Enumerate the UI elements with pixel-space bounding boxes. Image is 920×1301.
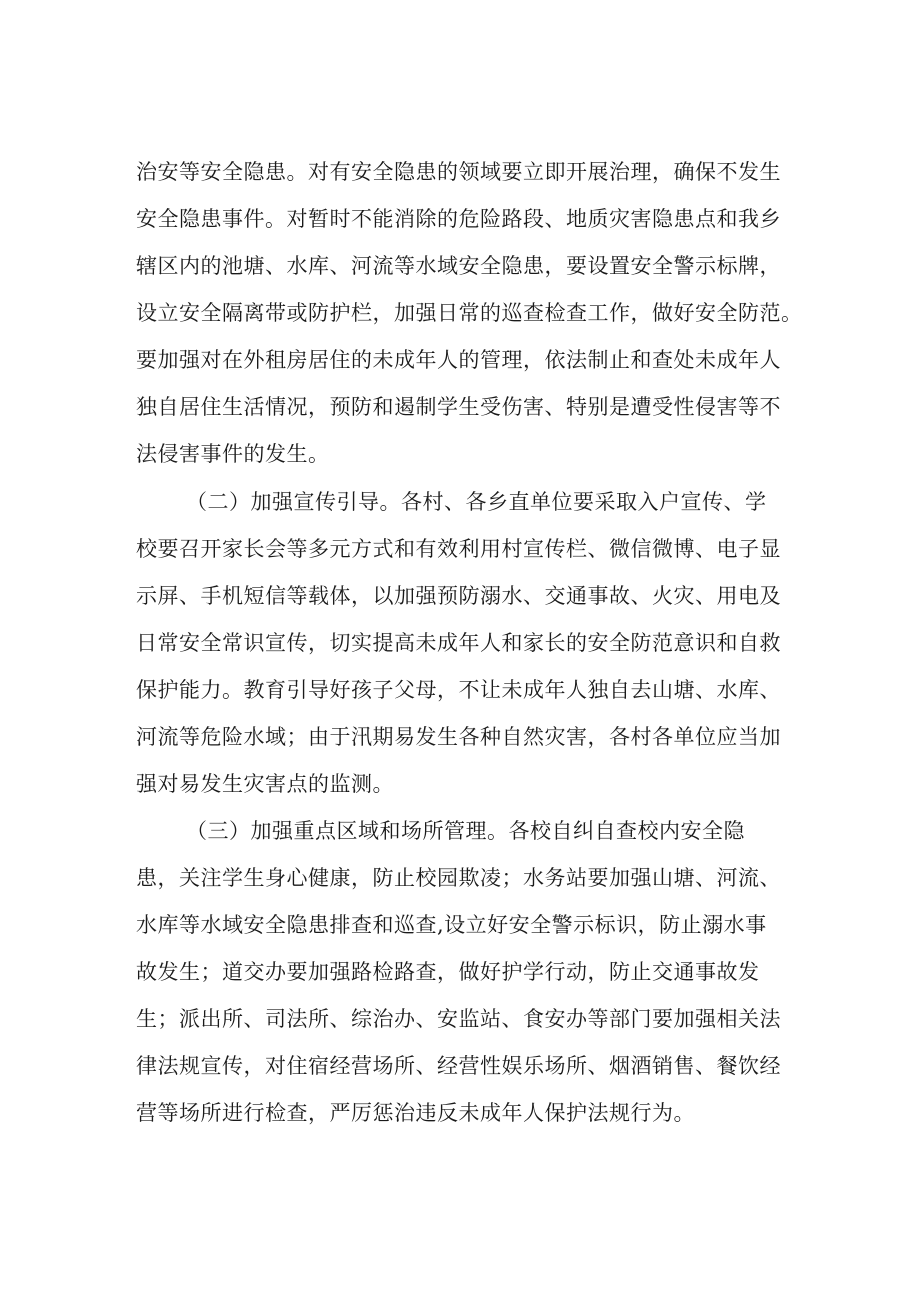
paragraph-line: 设立安全隔离带或防护栏，加强日常的巡查检查工作，做好安全防范。 bbox=[136, 301, 803, 325]
paragraph-line: 示屏、手机短信等载体，以加强预防溺水、交通事故、火灾、用电及 bbox=[136, 584, 781, 608]
paragraph-line: 治安等安全隐患。对有安全隐患的领域要立即开展治理，确保不发生 bbox=[136, 160, 781, 184]
section-heading-line: （二）加强宣传引导。各村、各乡直单位要采取入户宣传、学 bbox=[186, 490, 767, 514]
paragraph-line: 营等场所进行检查，严厉惩治违反未成年人保护法规行为。 bbox=[136, 1101, 695, 1125]
paragraph-line: 故发生；道交办要加强路检路查，做好护学行动，防止交通事故发 bbox=[136, 960, 760, 984]
section-heading-line: （三）加强重点区域和场所管理。各校自纠自查校内安全隐 bbox=[186, 819, 745, 843]
paragraph-line: 保护能力。教育引导好孩子父母，不让未成年人独自去山塘、水库、 bbox=[136, 678, 781, 702]
paragraph-line: 日常安全常识宣传，切实提高未成年人和家长的安全防范意识和自救 bbox=[136, 631, 781, 655]
paragraph-line: 安全隐患事件。对暂时不能消除的危险路段、地质灾害隐患点和我乡 bbox=[136, 207, 781, 231]
paragraph-line: 校要召开家长会等多元方式和有效利用村宣传栏、微信微博、电子显 bbox=[136, 537, 781, 561]
paragraph-line: 强对易发生灾害点的监测。 bbox=[136, 772, 394, 796]
paragraph-line: 法侵害事件的发生。 bbox=[136, 442, 330, 466]
paragraph-line: 独自居住生活情况，预防和遏制学生受伤害、特别是遭受性侵害等不 bbox=[136, 395, 781, 419]
paragraph-line: 辖区内的池塘、水库、河流等水域安全隐患，要设置安全警示标牌， bbox=[136, 254, 781, 278]
paragraph-line: 生；派出所、司法所、综治办、安监站、食安办等部门要加强相关法 bbox=[136, 1007, 781, 1031]
paragraph-line: 患，关注学生身心健康，防止校园欺凌；水务站要加强山塘、河流、 bbox=[136, 866, 781, 890]
paragraph-line: 水库等水域安全隐患排查和巡查,设立好安全警示标识，防止溺水事 bbox=[136, 913, 767, 937]
paragraph-line: 要加强对在外租房居住的未成年人的管理，依法制止和查处未成年人 bbox=[136, 348, 781, 372]
paragraph-line: 河流等危险水域；由于汛期易发生各种自然灾害，各村各单位应当加 bbox=[136, 725, 781, 749]
paragraph-line: 律法规宣传，对住宿经营场所、经营性娱乐场所、烟酒销售、餐饮经 bbox=[136, 1054, 781, 1078]
